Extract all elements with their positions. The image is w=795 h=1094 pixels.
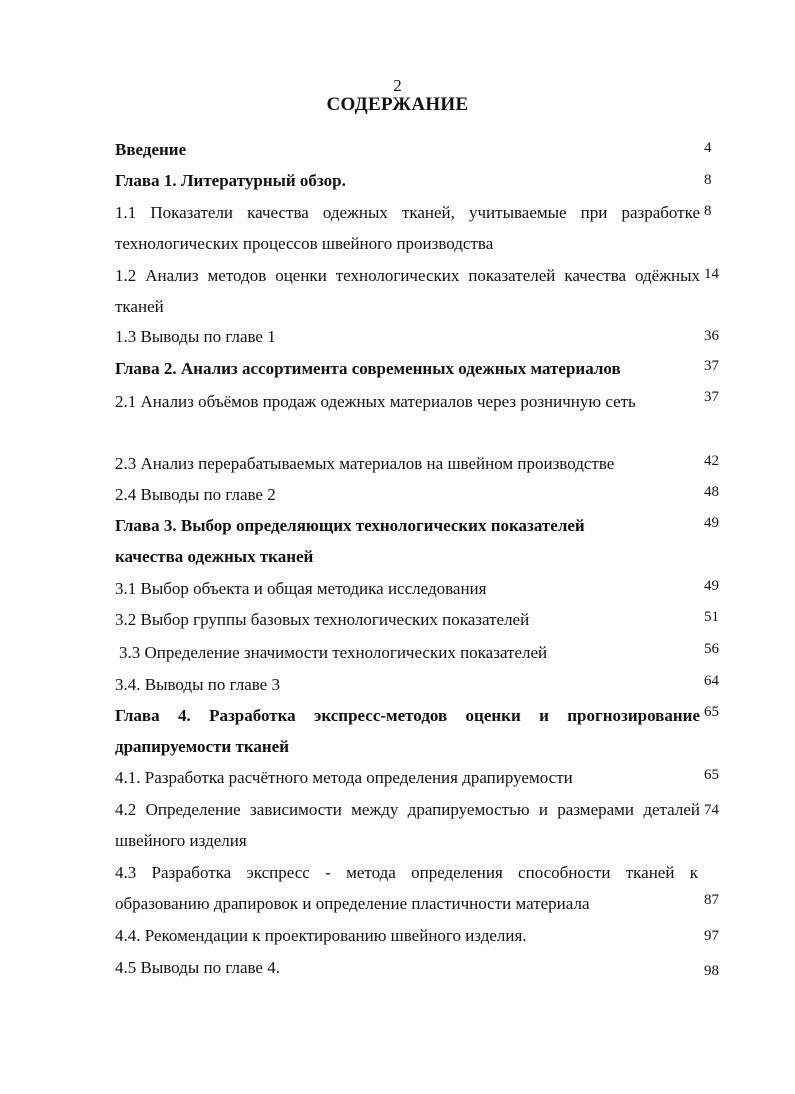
toc-entry-text: 3.2 Выбор группы базовых технологических показателей [115, 610, 530, 629]
toc-entry-page: 14 [704, 266, 719, 282]
toc-entry-text: 4.3 Разработка экспресс - метода определения способности тканей к образованию драпировок и определение пластичности материала [115, 863, 698, 913]
toc-entry-text: Глава 3. Выбор определяющих технологических показателей качества одежных тканей [115, 516, 585, 566]
toc-entry-page: 4 [704, 140, 712, 156]
toc-entry-page: 37 [704, 389, 719, 405]
toc-entry-text: 3.1 Выбор объекта и общая методика исследования [115, 579, 487, 598]
toc-entry-page: 74 [704, 802, 719, 818]
toc-entry-page: 36 [704, 328, 719, 344]
toc-entry-text: 1.2 Анализ методов оценки технологических показателей качества одёжных тканей [115, 266, 700, 316]
toc-entry-text: Глава 4. Разработка экспресс-методов оценки и прогнозирование драпируемости тканей [115, 706, 700, 756]
toc-entry-page: 65 [704, 704, 719, 720]
toc-entry-page: 8 [704, 203, 712, 219]
toc-entry-page: 98 [704, 963, 719, 979]
toc-entry-text: 3.3 Определение значимости технологических показателей [119, 643, 548, 662]
toc-entry-page: 51 [704, 609, 719, 625]
toc-entry-text: Глава 1. Литературный обзор. [115, 171, 346, 190]
toc-entry-page: 64 [704, 673, 719, 689]
toc-entry-text: 3.4. Выводы по главе 3 [115, 675, 280, 694]
toc-entry-page: 42 [704, 453, 719, 469]
page-number: 2 [393, 76, 402, 95]
toc-entry-page: 49 [704, 515, 719, 531]
toc-entry-text: 4.5 Выводы по главе 4. [115, 958, 280, 977]
toc-entry-page: 97 [704, 928, 719, 944]
toc-entry-text: Глава 2. Анализ ассортимента современных одежных материалов [115, 359, 621, 378]
toc-entry-text: 2.1 Анализ объёмов продаж одежных материалов через розничную сеть [115, 392, 636, 411]
toc-entry-text: 4.2 Определение зависимости между драпируемостью и размерами деталей швейного изделия [115, 800, 700, 850]
toc-entry-page: 8 [704, 172, 712, 188]
toc-entry-text: 2.4 Выводы по главе 2 [115, 485, 276, 504]
toc-entry-text: 1.1 Показатели качества одежных тканей, учитываемые при разработке технологических процессов швейного производства [115, 203, 700, 253]
toc-entry-text: 4.4. Рекомендации к проектированию швейного изделия. [115, 926, 527, 945]
toc-entry-text: Введение [115, 140, 187, 159]
toc-entry-page: 49 [704, 578, 719, 594]
toc-entry-text: 1.3 Выводы по главе 1 [115, 327, 276, 346]
toc-entry-text: 4.1. Разработка расчётного метода определения драпируемости [115, 768, 573, 787]
toc-entry-page: 56 [704, 641, 719, 657]
toc-entry-page: 65 [704, 767, 719, 783]
toc-entry-page: 37 [704, 358, 719, 374]
toc-entry-text: 2.3 Анализ перерабатываемых материалов на швейном производстве [115, 454, 615, 473]
toc-entry-page: 87 [704, 892, 719, 908]
toc-entry-page: 48 [704, 484, 719, 500]
page-title: СОДЕРЖАНИЕ [326, 94, 469, 115]
